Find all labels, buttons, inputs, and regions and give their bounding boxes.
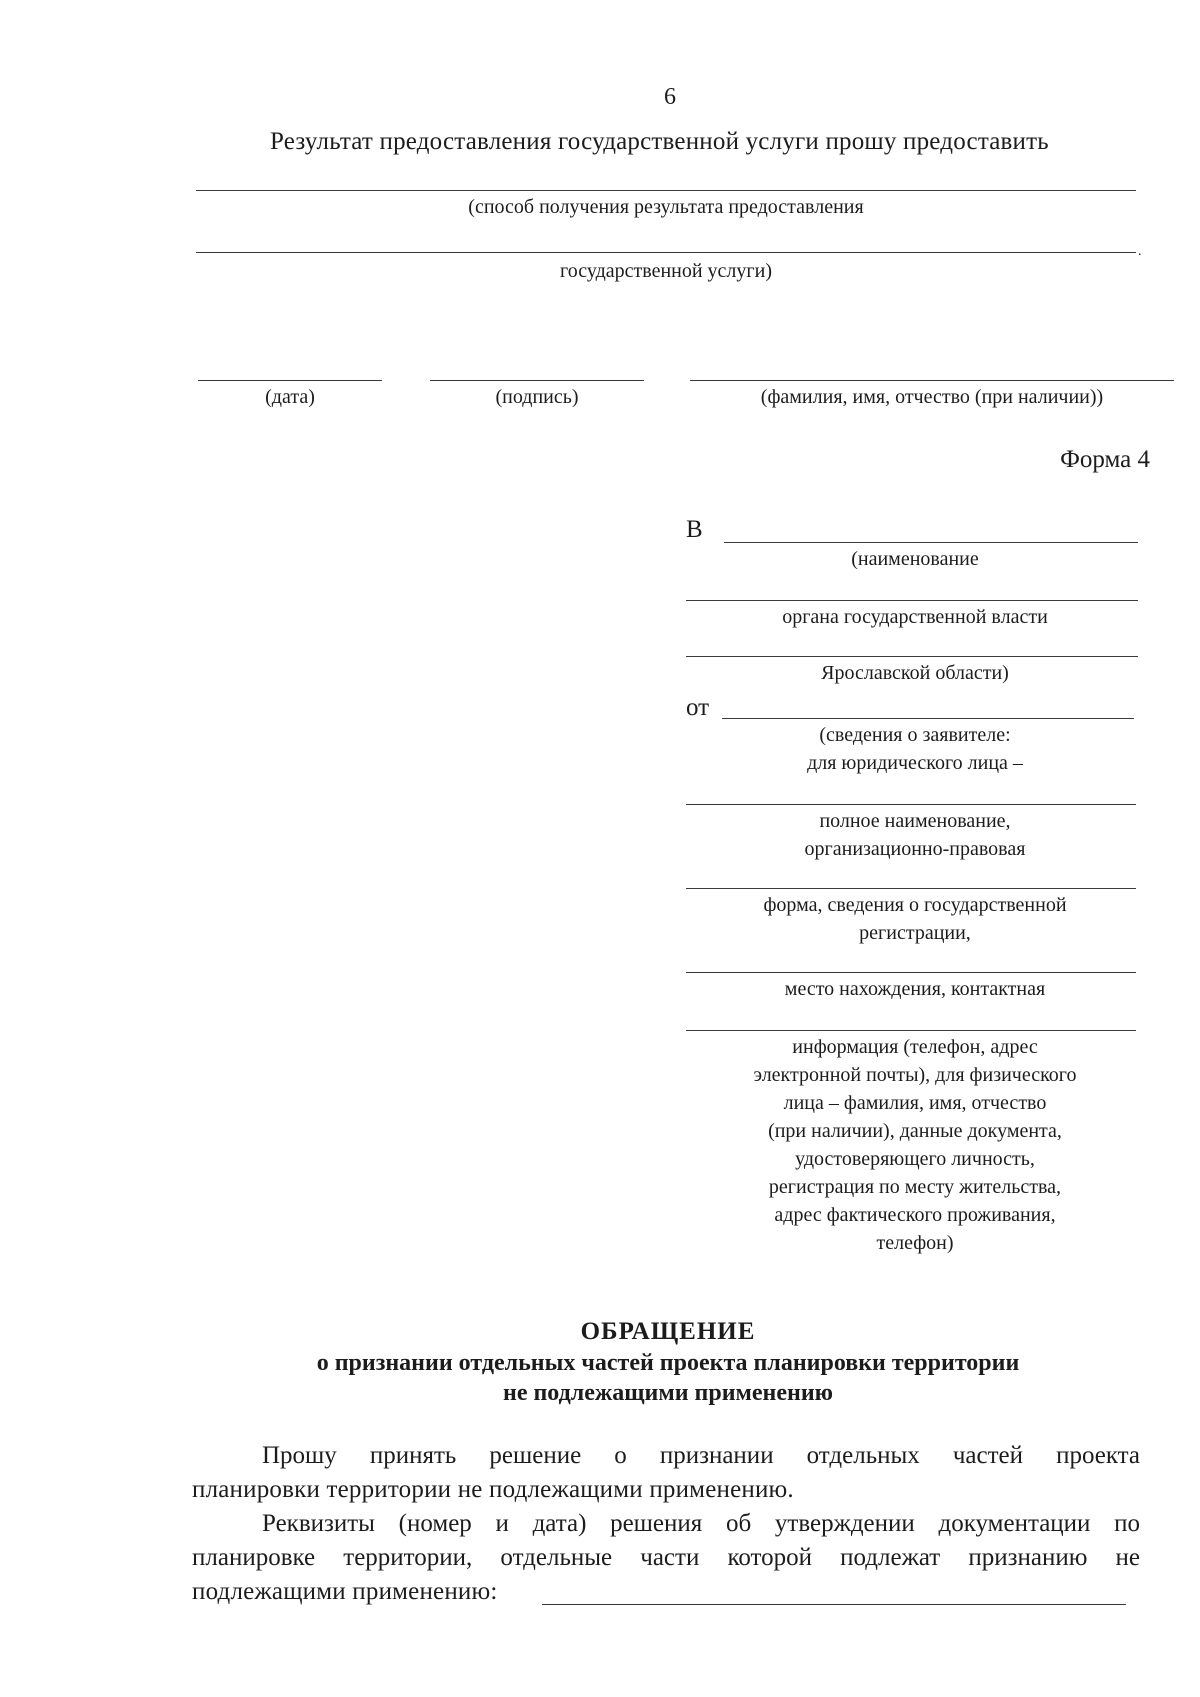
applicant-line-1[interactable]	[722, 718, 1134, 719]
paragraph-2-line-2: планировке территории, отдельные части которой подлежат признанию не	[192, 1544, 1140, 1571]
from-prefix: от	[686, 694, 710, 721]
applicant-caption-1: (сведения о заявителе:	[819, 724, 1011, 746]
fullname-caption: (фамилия, имя, отчество (при наличии))	[760, 386, 1104, 408]
applicant-caption-12: удостоверяющего личность,	[795, 1148, 1035, 1170]
authority-caption-1: (наименование	[851, 548, 979, 570]
paragraph-1-line-2: планировки территории не подлежащими применению.	[192, 1476, 794, 1503]
to-prefix: В	[686, 516, 703, 543]
document-subtitle-1: о признании отдельных частей проекта планировки территории	[316, 1350, 1020, 1376]
applicant-caption-11: (при наличии), данные документа,	[768, 1120, 1062, 1142]
fullname-line[interactable]	[690, 380, 1174, 381]
applicant-caption-10: лица – фамилия, имя, отчество	[783, 1092, 1047, 1114]
applicant-caption-7: место нахождения, контактная	[784, 978, 1046, 1000]
form-label: Форма 4	[1060, 446, 1150, 473]
applicant-caption-9: электронной почты), для физического	[753, 1064, 1077, 1086]
authority-caption-3: Ярославской области)	[821, 662, 1009, 684]
applicant-caption-3: полное наименование,	[819, 810, 1011, 832]
date-caption: (дата)	[265, 386, 315, 408]
applicant-caption-14: адрес фактического проживания,	[774, 1204, 1056, 1226]
applicant-line-4[interactable]	[686, 972, 1136, 973]
page-number: 6	[664, 84, 676, 110]
applicant-caption-6: регистрации,	[859, 922, 971, 944]
document-subtitle-2: не подлежащими применению	[502, 1380, 834, 1406]
result-method-caption-1: (способ получения результата предоставления	[468, 196, 864, 218]
signature-line[interactable]	[430, 380, 644, 381]
authority-caption-2: органа государственной власти	[782, 606, 1048, 628]
decision-details-line[interactable]	[542, 1604, 1126, 1605]
date-line[interactable]	[198, 380, 382, 381]
authority-line-3[interactable]	[686, 656, 1138, 657]
applicant-caption-15: телефон)	[876, 1232, 954, 1254]
applicant-caption-2: для юридического лица –	[807, 752, 1023, 774]
result-method-line-2[interactable]	[196, 252, 1136, 253]
applicant-line-2[interactable]	[686, 804, 1136, 805]
line-end-dot: .	[1138, 244, 1142, 259]
signature-caption: (подпись)	[495, 386, 579, 408]
authority-line-2[interactable]	[686, 600, 1138, 601]
document-title: ОБРАЩЕНИЕ	[580, 1318, 756, 1345]
result-method-line-1[interactable]	[196, 190, 1136, 191]
applicant-caption-4: организационно-правовая	[804, 838, 1026, 860]
result-intro: Результат предоставления государственной услуги прошу предоставить	[270, 128, 1049, 155]
result-method-caption-2: государственной услуги)	[560, 260, 772, 282]
applicant-caption-8: информация (телефон, адрес	[792, 1036, 1038, 1058]
authority-line-1[interactable]	[724, 542, 1138, 543]
paragraph-2-line-3: подлежащими применению:	[192, 1578, 498, 1605]
applicant-caption-13: регистрация по месту жительства,	[768, 1176, 1062, 1198]
applicant-line-5[interactable]	[686, 1030, 1136, 1031]
applicant-line-3[interactable]	[686, 888, 1136, 889]
paragraph-2-line-1: Реквизиты (номер и дата) решения об утверждении документации по	[262, 1510, 1140, 1537]
paragraph-1-line-1: Прошу принять решение о признании отдельных частей проекта	[262, 1442, 1140, 1469]
applicant-caption-5: форма, сведения о государственной	[763, 894, 1067, 916]
